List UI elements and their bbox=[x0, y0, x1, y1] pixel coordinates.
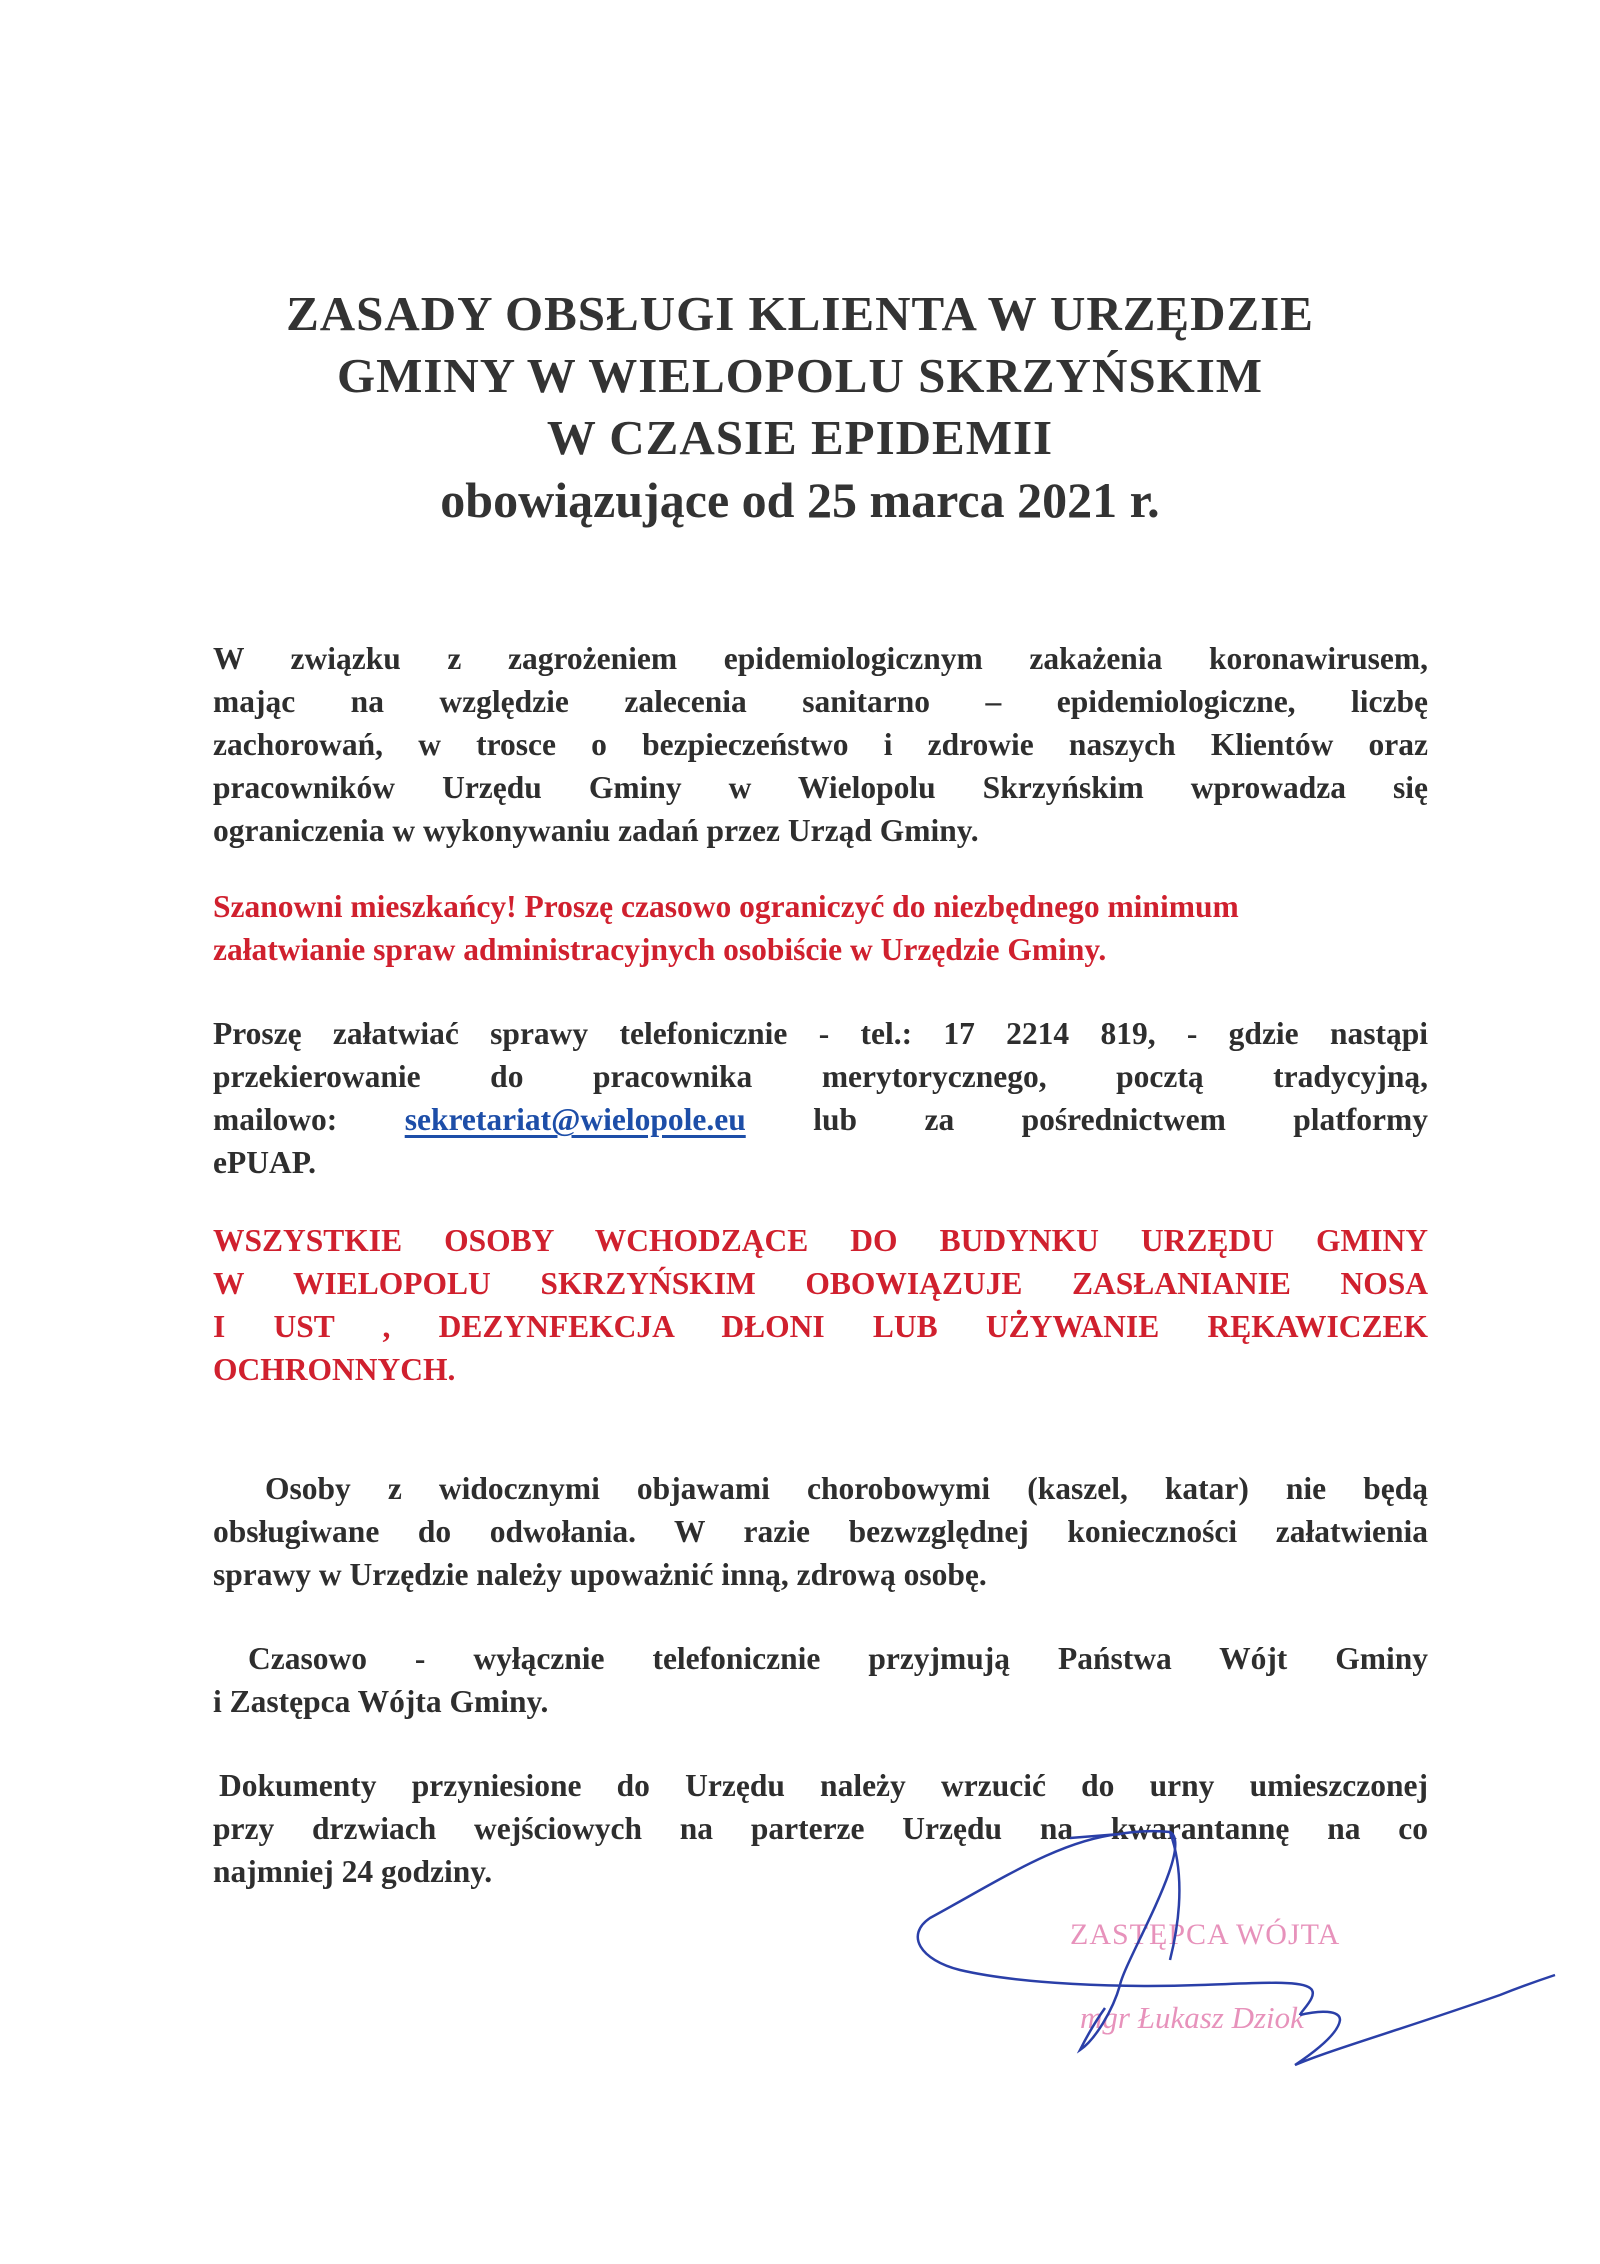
symptoms-line: Osoby z widocznymi objawami chorobowymi (kaszel, katar) nie będą bbox=[265, 1471, 1428, 1506]
email-link[interactable]: sekretariat@wielopole.eu bbox=[404, 1102, 746, 1137]
platform-text: lub za pośrednictwem platformy bbox=[813, 1102, 1428, 1137]
stamp-name: mgr Łukasz Dziok bbox=[1080, 2000, 1304, 2035]
intro-line: ograniczenia w wykonywaniu zadań przez Urząd Gminy. bbox=[213, 813, 979, 848]
documents-line: najmniej 24 godziny. bbox=[213, 1854, 493, 1889]
contact-line: ePUAP. bbox=[213, 1145, 316, 1180]
warning-line: WSZYSTKIE OSOBY WCHODZĄCE DO BUDYNKU URZĘDU GMINY bbox=[213, 1223, 1428, 1258]
title-line-2: GMINY W WIELOPOLU SKRZYŃSKIM bbox=[336, 348, 1264, 403]
phone-only-line: Czasowo - wyłącznie telefonicznie przyjmują Państwa Wójt Gminy bbox=[248, 1641, 1428, 1676]
intro-line: W związku z zagrożeniem epidemiologicznym zakażenia koronawirusem, bbox=[213, 641, 1428, 676]
warning-line: OCHRONNYCH. bbox=[213, 1352, 456, 1387]
appeal-line: Szanowni mieszkańcy! Proszę czasowo ograniczyć do niezbędnego minimum bbox=[213, 889, 1239, 924]
symptoms-line: obsługiwane do odwołania. W razie bezwzględnej konieczności załatwienia bbox=[213, 1514, 1428, 1549]
intro-line: pracowników Urzędu Gminy w Wielopolu Skrzyńskim wprowadza się bbox=[213, 770, 1428, 805]
title-line-1: ZASADY OBSŁUGI KLIENTA W URZĘDZIE bbox=[286, 286, 1314, 341]
documents-line: przy drzwiach wejściowych na parterze Urzędu na kwarantannę na co bbox=[213, 1811, 1428, 1846]
symptoms-line: sprawy w Urzędzie należy upoważnić inną, zdrową osobę. bbox=[213, 1557, 987, 1592]
title-line-3: W CZASIE EPIDEMII bbox=[546, 410, 1054, 465]
intro-line: mając na względzie zalecenia sanitarno – epidemiologiczne, liczbę bbox=[213, 684, 1428, 719]
phone-only-line: i Zastępca Wójta Gminy. bbox=[213, 1684, 549, 1719]
documents-line: Dokumenty przyniesione do Urzędu należy wrzucić do urny umieszczonej bbox=[219, 1768, 1428, 1803]
title-date-line: obowiązujące od 25 marca 2021 r. bbox=[440, 472, 1160, 528]
warning-line: W WIELOPOLU SKRZYŃSKIM OBOWIĄZUJE ZASŁANIANIE NOSA bbox=[213, 1266, 1428, 1301]
warning-line: I UST , DEZYNFEKCJA DŁONI LUB UŻYWANIE RĘKAWICZEK bbox=[213, 1309, 1428, 1344]
contact-line: Proszę załatwiać sprawy telefonicznie - tel.: 17 2214 819, - gdzie nastąpi bbox=[213, 1016, 1428, 1051]
intro-line: zachorowań, w trosce o bezpieczeństwo i zdrowie naszych Klientów oraz bbox=[213, 727, 1428, 762]
stamp-position: ZASTĘPCA WÓJTA bbox=[1070, 1918, 1341, 1951]
appeal-line: załatwianie spraw administracyjnych osobiście w Urzędzie Gminy. bbox=[213, 932, 1107, 967]
mailowo-label: mailowo: bbox=[213, 1102, 338, 1137]
contact-line: przekierowanie do pracownika merytorycznego, pocztą tradycyjną, bbox=[213, 1059, 1428, 1094]
